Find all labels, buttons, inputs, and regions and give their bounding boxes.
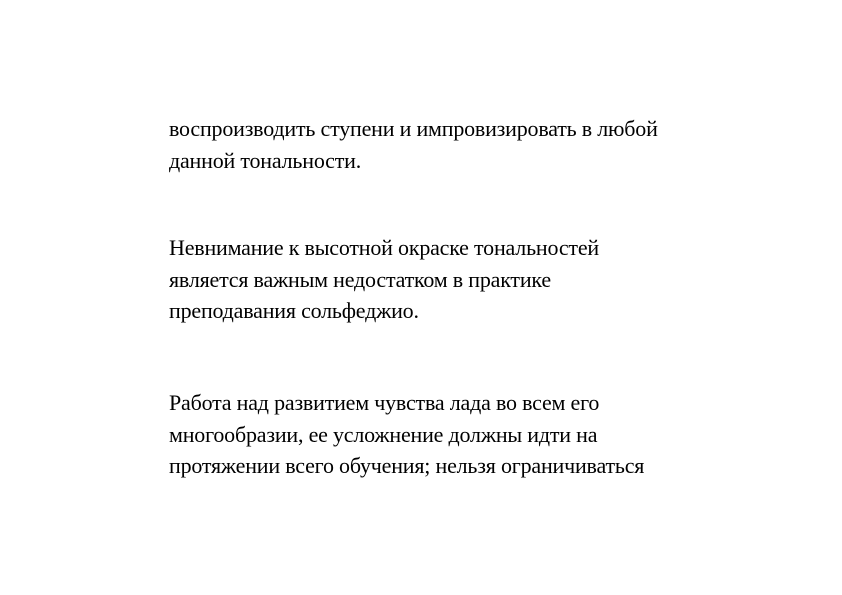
- paragraph-3: [169, 387, 769, 482]
- paragraph-2: [169, 232, 769, 327]
- paragraph-line: данной тональности.: [169, 147, 362, 173]
- paragraph-line: преподавания сольфеджио.: [169, 298, 419, 323]
- paragraph-line: Работа над развитием чувства лада во всем его: [169, 390, 600, 415]
- paragraph-line: воспроизводить ступени и импровизировать в любой: [169, 116, 658, 141]
- paragraph-1: [169, 113, 769, 176]
- paragraph-line: многообразии, ее усложнение должны идти на: [169, 421, 598, 447]
- paragraph-line: Невнимание к высотной окраске тональностей: [169, 235, 599, 260]
- paragraph-line: является важным недостатком в практике: [169, 266, 551, 292]
- paragraph-line: протяжении всего обучения; нельзя ограничиваться: [169, 453, 645, 478]
